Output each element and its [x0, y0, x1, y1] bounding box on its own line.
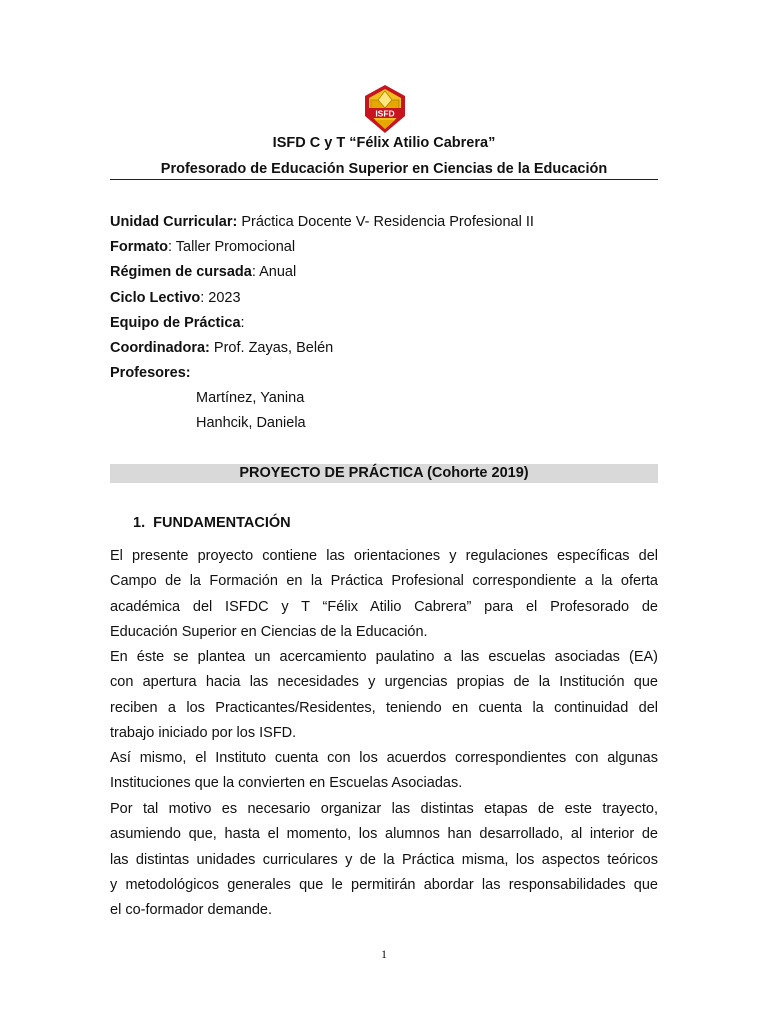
profesor-item: Hanhcik, Daniela — [196, 415, 306, 431]
paragraph-line: y metodológicos generales que le permitirán abordar las responsabilidades que — [110, 876, 658, 893]
info-regimen: Régimen de cursada: Anual — [110, 264, 297, 280]
paragraph — [110, 746, 658, 797]
section-heading — [133, 515, 291, 531]
paragraph-line: El presente proyecto contiene las orientaciones y regulaciones específicas del — [110, 548, 658, 564]
paragraph — [110, 645, 658, 746]
info-formato: Formato: Taller Promocional — [110, 239, 296, 255]
project-banner: PROYECTO DE PRÁCTICA (Cohorte 2019) — [110, 464, 658, 483]
paragraph — [110, 544, 658, 645]
paragraph-line: En éste se plantea un acercamiento paulatino a las escuelas asociadas (EA) — [110, 649, 658, 665]
paragraph-line: Campo de la Formación en la Práctica Profesional correspondiente a la oferta — [110, 573, 658, 590]
info-coordinadora: Coordinadora: Prof. Zayas, Belén — [110, 340, 334, 356]
paragraph-line: Así mismo, el Instituto cuenta con los acuerdos correspondientes con algunas — [110, 750, 658, 766]
info-profesores-label: Profesores: — [110, 365, 191, 381]
paragraph-line: Por tal motivo es necesario organizar las distintas etapas de este trayecto, — [110, 801, 658, 817]
section-number: 1. — [133, 515, 146, 531]
paragraph-line: las distintas unidades curriculares y de la Práctica misma, los aspectos teóricos — [110, 851, 658, 868]
paragraph-line: trabajo iniciado por los ISFD. — [110, 724, 297, 741]
paragraph-line: asumiendo que, hasta el momento, los alumnos han desarrollado, al interior de — [110, 826, 658, 843]
isfd-logo — [361, 84, 409, 134]
paragraph-line: con apertura hacia las necesidades y urgencias propias de la Institución que — [110, 674, 658, 691]
paragraph-line: académica del ISFDC y T “Félix Atilio Cabrera” para el Profesorado de — [110, 598, 658, 615]
paragraph-line: Educación Superior en Ciencias de la Educación. — [110, 623, 428, 640]
paragraph-line: reciben a los Practicantes/Residentes, teniendo en cuenta la continuidad del — [110, 699, 658, 716]
page-number: 1 — [381, 947, 387, 961]
info-equipo: Equipo de Práctica: — [110, 315, 245, 331]
paragraph-line: el co-formador demande. — [110, 902, 272, 919]
institution-name: ISFD C y T “Félix Atilio Cabrera” — [272, 135, 496, 151]
profesor-item: Martínez, Yanina — [196, 390, 305, 406]
program-title: Profesorado de Educación Superior en Ciencias de la Educación — [110, 161, 658, 180]
info-ciclo: Ciclo Lectivo: 2023 — [110, 290, 241, 306]
section-title: FUNDAMENTACIÓN — [153, 515, 291, 531]
paragraph-line: Instituciones que la convierten en Escuelas Asociadas. — [110, 775, 463, 792]
info-unidad: Unidad Curricular: Práctica Docente V- Residencia Profesional II — [110, 214, 534, 230]
logo-text: ISFD — [375, 108, 395, 119]
paragraph — [110, 797, 658, 923]
